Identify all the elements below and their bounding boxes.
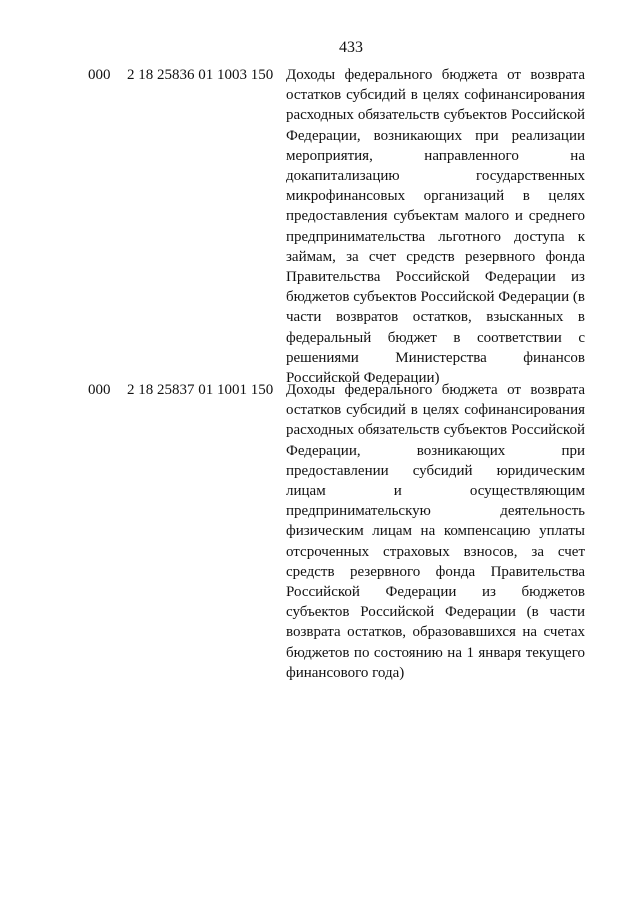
admin-code: 000 [88, 382, 111, 398]
admin-code: 000 [88, 67, 111, 83]
income-description: Доходы федерального бюджета от возврата остатков субсидий в целях софинансирования расходных обязательств субъектов Российской Федерации, возникающих при реализации мероприятия, направленного на докапитализацию государственных микрофинансовых организаций в целях предоставления субъектам малого и среднего предпринимательства льготного доступа к займам, за счет средств резервного фонда Правительства Российской Федерации из бюджетов субъектов Российской Федерации (в части возвратов остатков, взысканных в федеральный бюджет в соответствии с решениями Министерства финансов Российской Федерации) [286, 67, 585, 387]
income-description: Доходы федерального бюджета от возврата остатков субсидий в целях софинансирования расходных обязательств субъектов Российской Федерации, возникающих при предоставлении субсидий юридическим лицам и осуществляющим предпринимательскую деятельность физическим лицам на компенсацию уплаты отсроченных страховых взносов, за счет средств резервного фонда Правительства Российской Федерации из бюджетов субъектов Российской Федерации (в части возврата остатков, образовавшихся на счетах бюджетов по состоянию на 1 января текущего финансового года) [286, 382, 585, 681]
classification-code: 2 18 25837 01 1001 150 [127, 382, 274, 398]
classification-code: 2 18 25836 01 1003 150 [127, 67, 274, 83]
page-number: 433 [339, 39, 363, 56]
